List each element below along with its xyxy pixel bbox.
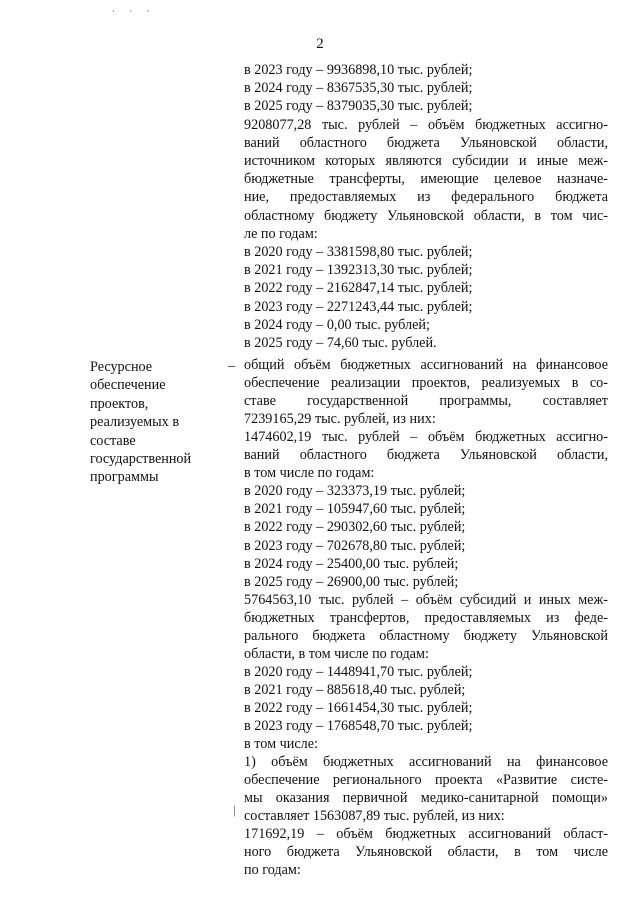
text-line: в 2021 году – 105947,60 тыс. рублей; — [244, 501, 466, 518]
text-line: по годам: — [244, 862, 301, 879]
page-number: 2 — [316, 36, 324, 52]
text-line: бюджетные трансферты, имеющие целевое назначе- — [244, 171, 608, 188]
text-line: обеспечение регионального проекта «Развитие систе- — [244, 772, 608, 789]
text-line: в 2023 году – 1768548,70 тыс. рублей; — [244, 718, 473, 734]
text-line: в 2021 году – 1392313,30 тыс. рублей; — [244, 262, 473, 279]
text-line: областному бюджету Ульяновской области, в том чис- — [244, 207, 608, 224]
text-line: в 2022 году – 290302,60 тыс. рублей; — [244, 519, 466, 536]
section-dash: – — [228, 358, 236, 374]
text-line: в 2021 году – 885618,40 тыс. рублей; — [244, 681, 466, 698]
text-line: в 2023 году – 2271243,44 тыс. рублей; — [244, 298, 473, 315]
text-line: источником которых являются субсидии и иные меж- — [244, 153, 608, 169]
text-line: 5764563,10 тыс. рублей – объём субсидий и иных меж- — [244, 591, 608, 608]
text-line: обеспечение реализации проектов, реализуемых в со- — [244, 375, 608, 392]
text-line: общий объём бюджетных ассигнований на финансовое — [244, 357, 608, 373]
text-line: в 2023 году – 702678,80 тыс. рублей; — [244, 537, 466, 554]
text-line: в 2025 году – 26900,00 тыс. рублей; — [244, 573, 459, 590]
text-line: ставе государственной программы, составляет — [244, 393, 608, 410]
scan-marks: · · · — [112, 6, 156, 16]
text-line: в 2022 году – 1661454,30 тыс. рублей; — [244, 699, 473, 716]
text-line: 9208077,28 тыс. рублей – объём бюджетных ассигно- — [244, 116, 608, 133]
text-line: мы оказания первичной медико-санитарной помощи» — [244, 790, 608, 807]
continuation-mark: | — [233, 802, 236, 817]
text-line: области, в том числе по годам: — [244, 645, 429, 662]
text-line: в том числе: — [244, 736, 318, 753]
text-line: в 2025 году – 74,60 тыс. рублей. — [244, 335, 437, 351]
text-line: ваний областного бюджета Ульяновской области, — [244, 134, 608, 151]
text-line: ле по годам: — [244, 225, 318, 242]
text-line: ного бюджета Ульяновской области, в том числе — [244, 844, 608, 861]
text-line: рального бюджета областному бюджету Ульяновской — [244, 627, 608, 644]
section-label: Ресурсное обеспечение проектов, реализуемых в составе государственной программы — [90, 359, 192, 486]
text-line: в 2020 году – 3381598,80 тыс. рублей; — [244, 244, 473, 260]
text-line: в 2024 году – 8367535,30 тыс. рублей; — [244, 80, 473, 97]
text-line: в том числе по годам: — [244, 465, 375, 482]
text-line: 171692,19 – объём бюджетных ассигнований област- — [244, 826, 608, 843]
text-line: в 2020 году – 1448941,70 тыс. рублей; — [244, 663, 473, 680]
text-line: бюджетных трансфертов, предоставляемых из феде- — [244, 609, 608, 626]
text-line: в 2020 году – 323373,19 тыс. рублей; — [244, 483, 466, 500]
text-line: составляет 1563087,89 тыс. рублей, из них: — [244, 808, 505, 825]
text-line: в 2022 году – 2162847,14 тыс. рублей; — [244, 280, 473, 297]
text-line: в 2024 году – 25400,00 тыс. рублей; — [244, 555, 459, 572]
text-line: в 2025 году – 8379035,30 тыс. рублей; — [244, 98, 473, 115]
text-line: в 2023 году – 9936898,10 тыс. рублей; — [244, 62, 473, 78]
text-line: 1) объём бюджетных ассигнований на финансовое — [244, 754, 608, 771]
text-line: в 2024 году – 0,00 тыс. рублей; — [244, 316, 430, 333]
text-line: ваний областного бюджета Ульяновской области, — [244, 447, 608, 464]
text-line: 1474602,19 тыс. рублей – объём бюджетных ассигно- — [244, 429, 608, 446]
text-line: ние, предоставляемых из федерального бюджета — [244, 189, 608, 206]
text-line: 7239165,29 тыс. рублей, из них: — [244, 411, 436, 428]
